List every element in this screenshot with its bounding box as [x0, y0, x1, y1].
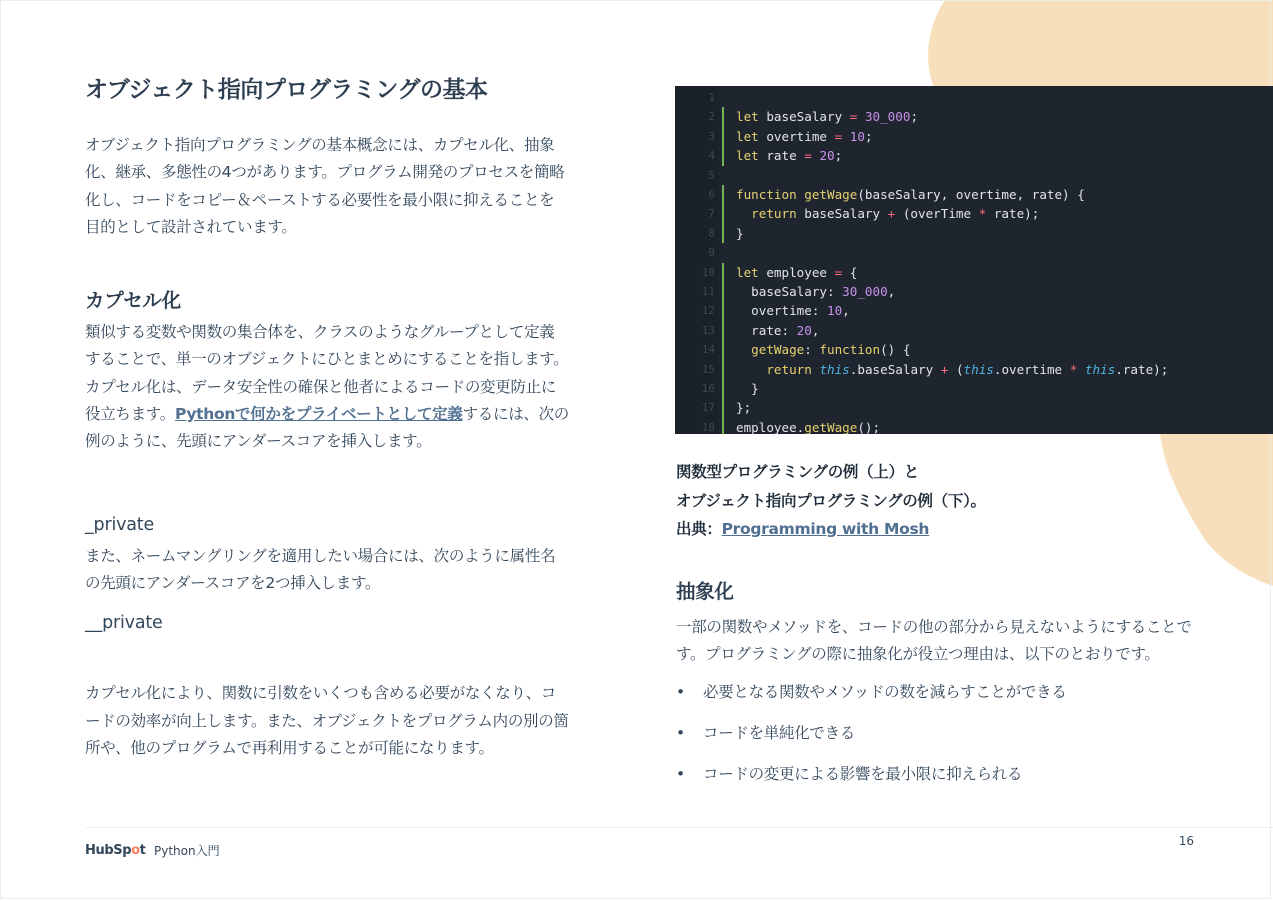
code-line [675, 263, 1273, 282]
line-number: 10 [701, 265, 715, 279]
git-change-marker [722, 398, 724, 417]
abstraction-bullet-list [676, 679, 1216, 788]
code-screenshot [675, 86, 1273, 434]
line-number: 14 [701, 343, 715, 357]
footer-divider [85, 827, 1273, 828]
footer-title: Python入門 [154, 844, 220, 858]
line-number: 13 [701, 323, 715, 337]
code-line [675, 243, 1273, 262]
sprocket-icon: o [131, 843, 140, 858]
code-text: getWage: function() { [751, 342, 911, 358]
code-text: let rate = 20; [736, 148, 843, 164]
code-line [675, 224, 1273, 243]
code-line [675, 418, 1273, 434]
code-line [675, 204, 1273, 223]
bullet-icon: • [676, 723, 685, 742]
git-change-marker [722, 185, 724, 204]
private-example: _private [85, 514, 155, 535]
figure-caption [676, 458, 1216, 544]
intro-paragraph: オブジェクト指向プログラミングの基本概念には、カプセル化、抽象化、継承、多態性の4つがあります。プログラム開発のプロセスを簡略化し、コードをコピー＆ペーストする必要性を最小限に抑えることを目的として設計されています。 [85, 136, 565, 236]
git-change-marker [722, 146, 724, 165]
git-change-marker [722, 360, 724, 379]
line-number: 2 [708, 110, 715, 124]
line-number: 16 [701, 382, 715, 395]
abstraction-paragraph: 一部の関数やメソッドを、コードの他の部分から見えないようにすることです。プログラミングの際に抽象化が役立つ理由は、以下のとおりです。 [676, 618, 1192, 664]
code-text: rate: 20, [736, 322, 820, 338]
line-number: 1 [708, 91, 715, 104]
git-change-marker [722, 127, 724, 146]
caption-line-2: オブジェクト指向プログラミングの例（下）。 [676, 491, 986, 510]
code-line [675, 360, 1273, 379]
code-line [675, 127, 1273, 146]
line-number: 9 [708, 246, 715, 260]
encapsulation-benefit-paragraph: カプセル化により、関数に引数をいくつも含める必要がなくなり、コードの効率が向上します。また、オブジェクトをプログラム内の別の箇所や、他のプログラムで再利用することが可能になります。 [85, 684, 569, 757]
git-change-marker [722, 263, 724, 282]
code-line [675, 107, 1273, 126]
code-line [675, 88, 1273, 107]
caption-source [676, 515, 1216, 544]
list-item: • コードを単純化できる [676, 720, 1216, 747]
code-text: employee.getWage(); [736, 419, 881, 434]
git-change-marker [722, 340, 724, 359]
encapsulation-text-after: するには、次の例のように、先頭にアンダースコアを挿入します。 [85, 405, 569, 451]
code-line [675, 379, 1273, 398]
code-text: return this.baseSalary + (this.overtime * this.rate); [766, 361, 1169, 377]
caption-line-1: 関数型プログラミングの例（上）と [676, 463, 919, 481]
encapsulation-paragraph [85, 319, 569, 455]
code-line [675, 340, 1273, 359]
code-line [675, 185, 1273, 204]
git-change-marker [722, 301, 724, 320]
code-line [675, 146, 1273, 165]
code-text: baseSalary: 30_000, [736, 284, 896, 299]
private-definition-link[interactable]: Pythonで何かをプライベートとして定義 [174, 405, 463, 424]
code-text: }; [736, 400, 752, 416]
bullet-icon: • [676, 682, 685, 701]
left-column [85, 74, 569, 762]
line-number: 8 [708, 226, 715, 240]
code-text: overtime: 10, [736, 303, 850, 319]
code-line [675, 166, 1273, 185]
line-number: 17 [701, 401, 715, 415]
code-line [675, 282, 1273, 301]
code-line [675, 301, 1273, 320]
code-text: } [736, 225, 744, 241]
page-title: オブジェクト指向プログラミングの基本 [85, 77, 488, 103]
list-item: • コードの変更による影響を最小限に抑えられる [676, 761, 1216, 788]
code-text: let overtime = 10; [736, 128, 873, 144]
source-label: 出典： [676, 520, 722, 538]
hubspot-logo: HubSpot [85, 843, 146, 858]
source-link[interactable]: Programming with Mosh [721, 520, 930, 538]
git-change-marker [722, 379, 724, 398]
line-number: 7 [708, 207, 715, 221]
line-number: 11 [701, 285, 715, 298]
page-number: 16 [1178, 834, 1194, 848]
code-text: let employee = { [736, 264, 858, 280]
line-number: 15 [701, 362, 715, 376]
abstraction-section [676, 578, 1216, 802]
list-item: • 必要となる関数やメソッドの数を減らすことができる [676, 679, 1216, 706]
encapsulation-text: 類似する変数や関数の集合体を、クラスのようなグループとして定義することで、単一のオブジェクトにひとまとめにすることを指します。カプセル化は、データ安全性の確保と他者によるコードの変更防止に役立ちます。 [85, 323, 569, 424]
abstraction-heading: 抽象化 [676, 580, 734, 603]
code-text: let baseSalary = 30_000; [736, 109, 919, 125]
line-number: 12 [701, 304, 715, 318]
code-line [675, 398, 1273, 417]
line-number: 5 [708, 168, 715, 182]
git-change-marker [722, 418, 724, 434]
line-number: 4 [708, 149, 715, 163]
code-text: function getWage(baseSalary, overtime, rate) { [736, 187, 1085, 202]
double-private-example: __private [85, 613, 163, 634]
encapsulation-heading: カプセル化 [85, 289, 181, 313]
git-change-marker [722, 321, 724, 340]
code-text: } [736, 381, 759, 396]
git-change-marker [722, 282, 724, 301]
line-number: 18 [701, 420, 715, 434]
bullet-icon: • [676, 764, 685, 783]
git-change-marker [722, 224, 724, 243]
line-number: 6 [708, 188, 715, 201]
git-change-marker [722, 204, 724, 223]
line-number: 3 [708, 129, 715, 143]
code-text: return baseSalary + (overTime * rate); [751, 206, 1040, 222]
code-line [675, 321, 1273, 340]
name-mangling-paragraph: また、ネームマングリングを適用したい場合には、次のように属性名の先頭にアンダースコアを2つ挿入します。 [85, 546, 556, 592]
git-change-marker [722, 107, 724, 126]
